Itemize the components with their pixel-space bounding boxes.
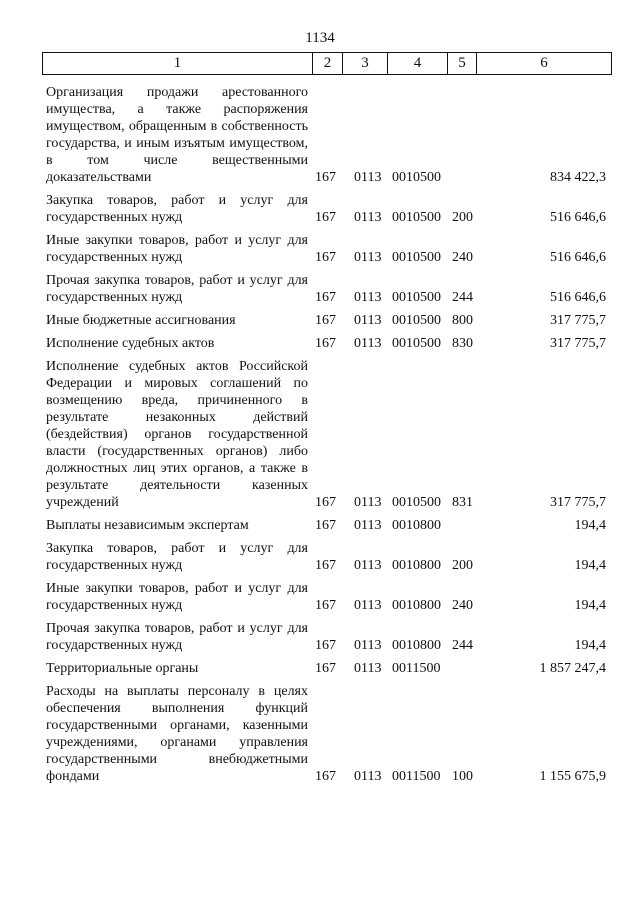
table-row [46, 358, 606, 511]
row-target-code: 0010500 [392, 170, 441, 185]
row-amount: 516 646,6 [550, 210, 606, 225]
row-description: Организация продажи арестованного имущества, а также распоряжения имуществом, обращенным в собственность государства, и иным изъятым имуществом, в том числе вещественными доказательствами [46, 85, 308, 185]
column-header-1: 1 [43, 53, 313, 74]
row-section-code: 0113 [354, 336, 382, 351]
row-target-code: 0011500 [392, 769, 441, 784]
row-expense-type: 830 [452, 336, 473, 351]
row-target-code: 0010800 [392, 598, 441, 613]
row-section-code: 0113 [354, 661, 382, 676]
row-target-code: 0010800 [392, 638, 441, 653]
table-row [46, 335, 606, 352]
column-header-5: 5 [448, 53, 477, 74]
row-amount: 194,4 [574, 638, 606, 653]
row-admin-code: 167 [315, 250, 336, 265]
table-row [46, 580, 606, 614]
row-admin-code: 167 [315, 518, 336, 533]
row-amount: 834 422,3 [550, 170, 606, 185]
row-description: Иные закупки товаров, работ и услуг для государственных нужд [46, 581, 308, 613]
row-expense-type: 240 [452, 250, 473, 265]
row-section-code: 0113 [354, 769, 382, 784]
row-target-code: 0010500 [392, 336, 441, 351]
row-admin-code: 167 [315, 336, 336, 351]
row-amount: 317 775,7 [550, 336, 606, 351]
row-target-code: 0011500 [392, 661, 441, 676]
row-section-code: 0113 [354, 210, 382, 225]
row-amount: 1 857 247,4 [539, 661, 606, 676]
row-section-code: 0113 [354, 495, 382, 510]
row-description: Прочая закупка товаров, работ и услуг для государственных нужд [46, 621, 308, 653]
table-row [46, 620, 606, 654]
row-admin-code: 167 [315, 769, 336, 784]
row-admin-code: 167 [315, 558, 336, 573]
page-number: 1134 [305, 30, 335, 46]
row-section-code: 0113 [354, 638, 382, 653]
row-section-code: 0113 [354, 598, 382, 613]
row-admin-code: 167 [315, 210, 336, 225]
row-expense-type: 240 [452, 598, 473, 613]
column-header-6: 6 [540, 55, 548, 71]
row-amount: 516 646,6 [550, 290, 606, 305]
row-amount: 317 775,7 [550, 313, 606, 328]
row-section-code: 0113 [354, 290, 382, 305]
row-expense-type: 244 [452, 290, 473, 305]
row-admin-code: 167 [315, 638, 336, 653]
row-description: Закупка товаров, работ и услуг для государственных нужд [46, 541, 308, 573]
table-header-row [42, 52, 612, 75]
row-target-code: 0010800 [392, 558, 441, 573]
row-description: Исполнение судебных актов Российской Федерации и мировых соглашений по возмещению вреда, причиненного в результате незаконных действий (бездействия) органов государственной власти (государственных органов) либо должностных лиц этих органов, а также в результате деятельности казенных учреждений [46, 359, 308, 510]
row-target-code: 0010500 [392, 250, 441, 265]
row-amount: 317 775,7 [550, 495, 606, 510]
row-amount: 516 646,6 [550, 250, 606, 265]
row-expense-type: 200 [452, 210, 473, 225]
row-section-code: 0113 [354, 518, 382, 533]
table-row [46, 272, 606, 306]
row-expense-type: 100 [452, 769, 473, 784]
table-row [46, 540, 606, 574]
row-expense-type: 831 [452, 495, 473, 510]
row-target-code: 0010500 [392, 313, 441, 328]
row-amount: 1 155 675,9 [539, 769, 606, 784]
table-row [46, 192, 606, 226]
column-header-3: 3 [343, 53, 388, 74]
row-description: Прочая закупка товаров, работ и услуг для государственных нужд [46, 273, 308, 305]
row-amount: 194,4 [574, 518, 606, 533]
row-description: Закупка товаров, работ и услуг для государственных нужд [46, 193, 308, 225]
row-admin-code: 167 [315, 661, 336, 676]
row-section-code: 0113 [354, 558, 382, 573]
row-admin-code: 167 [315, 598, 336, 613]
table-row [46, 84, 606, 186]
table-row [46, 312, 606, 329]
row-target-code: 0010500 [392, 495, 441, 510]
row-admin-code: 167 [315, 290, 336, 305]
row-admin-code: 167 [315, 313, 336, 328]
row-section-code: 0113 [354, 250, 382, 265]
table-row [46, 683, 606, 785]
column-header-4: 4 [388, 53, 448, 74]
row-description: Расходы на выплаты персоналу в целях обеспечения выполнения функций государственными органами, казенными учреждениями, органами управления государственными внебюджетными фондами [46, 684, 308, 784]
row-description: Иные закупки товаров, работ и услуг для государственных нужд [46, 233, 308, 265]
table-row [46, 232, 606, 266]
row-amount: 194,4 [574, 558, 606, 573]
row-section-code: 0113 [354, 313, 382, 328]
row-description: Территориальные органы [46, 661, 199, 676]
row-admin-code: 167 [315, 170, 336, 185]
row-target-code: 0010800 [392, 518, 441, 533]
row-expense-type: 800 [452, 313, 473, 328]
row-description: Выплаты независимым экспертам [46, 518, 249, 533]
row-target-code: 0010500 [392, 290, 441, 305]
row-description: Иные бюджетные ассигнования [46, 313, 236, 328]
table-body [46, 84, 606, 791]
column-header-2: 2 [313, 53, 343, 74]
row-section-code: 0113 [354, 170, 382, 185]
table-row [46, 660, 606, 677]
row-admin-code: 167 [315, 495, 336, 510]
row-expense-type: 244 [452, 638, 473, 653]
table-row [46, 517, 606, 534]
row-target-code: 0010500 [392, 210, 441, 225]
row-description: Исполнение судебных актов [46, 336, 215, 351]
row-expense-type: 200 [452, 558, 473, 573]
row-amount: 194,4 [574, 598, 606, 613]
